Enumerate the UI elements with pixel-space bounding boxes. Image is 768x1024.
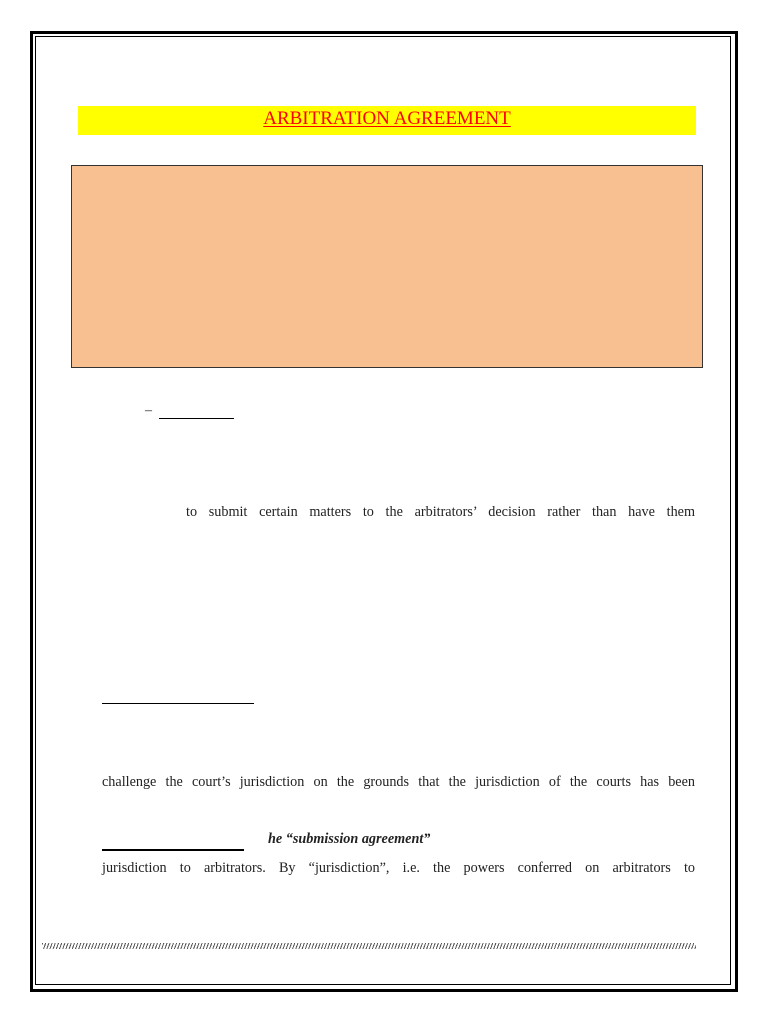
title-banner [78, 106, 696, 135]
blank-line [159, 418, 234, 419]
footer-rule [42, 943, 696, 949]
body-text-line: jurisdiction to arbitrators. By “jurisdiction”, i.e. the powers conferred on arbitrators to [102, 860, 695, 876]
dash-mark: – [145, 403, 152, 418]
document-title: ARBITRATION AGREEMENT [263, 108, 511, 129]
body-text-line: to submit certain matters to the arbitrators’ decision rather than have them [186, 504, 695, 520]
blank-line [102, 849, 244, 851]
body-text-line: challenge the court’s jurisdiction on the grounds that the jurisdiction of the courts has been [102, 774, 695, 790]
blank-line [102, 703, 254, 704]
highlight-box [71, 165, 703, 368]
submission-agreement-heading: he “submission agreement” [268, 831, 431, 847]
